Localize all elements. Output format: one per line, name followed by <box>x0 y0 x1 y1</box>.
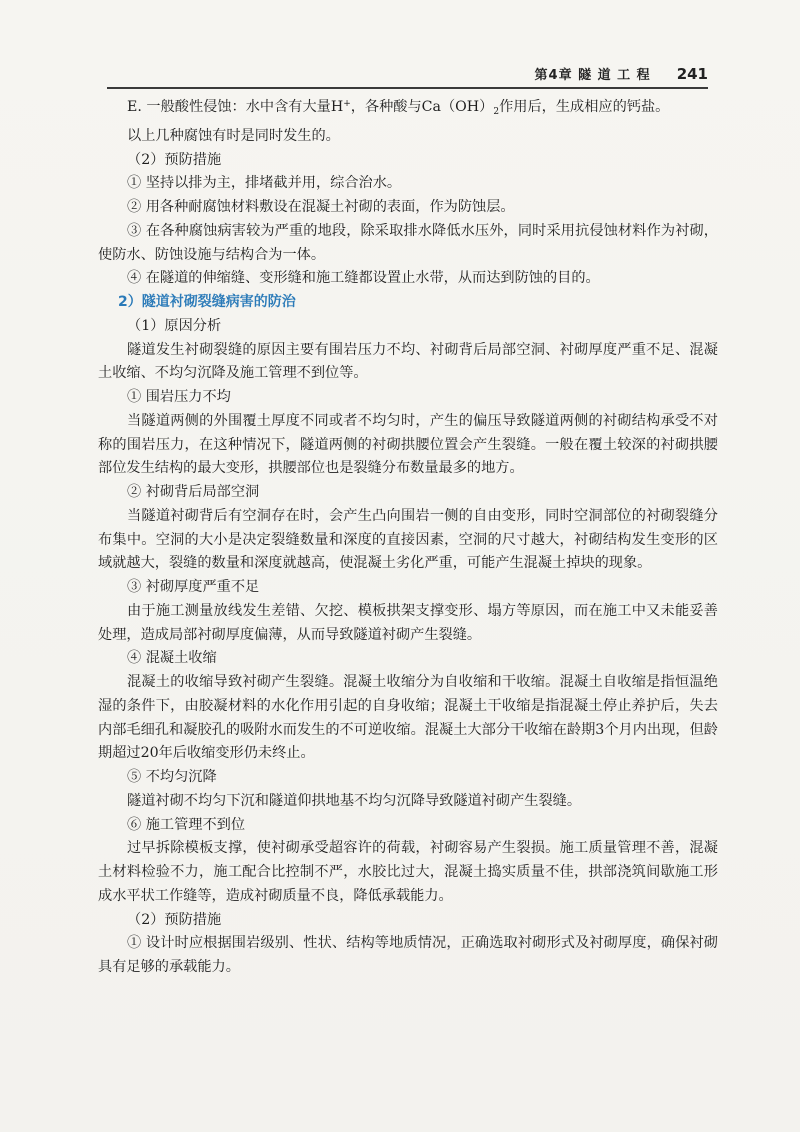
item-heading: ② 衬砌背后局部空洞 <box>127 484 260 500</box>
page-number: 241 <box>676 65 708 83</box>
subsection-heading: （2）预防措施 <box>127 151 222 168</box>
paragraph: 隧道衬砌不均匀下沉和隧道仰拱地基不均匀沉降导致隧道衬砌产生裂缝。 <box>127 792 582 809</box>
text-run: E. 一般酸性侵蚀：水中含有大量H <box>127 99 344 115</box>
paragraph: 当隧道两侧的外围覆土厚度不同或者不均匀时，产生的偏压导致隧道两侧的衬砌结构承受不对称的围岩压力，在这种情况下，隧道两侧的衬砌拱腰位置会产生裂缝。一般在覆土较深的衬砌拱腰部位发生结构的最大变形，拱腰部位也是裂缝分布数量最多的地方。 <box>98 412 718 477</box>
list-item: ② 用各种耐腐蚀材料敷设在混凝土衬砌的表面，作为防蚀层。 <box>127 199 515 215</box>
header-rule <box>107 87 708 89</box>
paragraph: 由于施工测量放线发生差错、欠挖、模板拱架支撑变形、塌方等原因，而在施工中又未能妥善处理，造成局部衬砌厚度偏薄，从而导致隧道衬砌产生裂缝。 <box>98 602 718 643</box>
paragraph: 混凝土的收缩导致衬砌产生裂缝。混凝土收缩分为自收缩和干收缩。混凝土自收缩是指恒温绝湿的条件下，由胶凝材料的水化作用引起的自身收缩；混凝土干收缩是指混凝土停止养护后，失去内部毛细孔和凝胶孔的吸附水而发生的不可逆收缩。混凝土大部分干收缩在龄期3个月内出现，但龄期超过20年后收缩变形仍未终止。 <box>98 674 718 762</box>
paragraph: 过早拆除模板支撑，使衬砌承受超容许的荷载，衬砌容易产生裂损。施工质量管理不善，混凝土材料检验不力，施工配合比控制不严，水胶比过大，混凝土捣实质量不佳，拱部浇筑间歇施工形成水平状工作缝等，造成衬砌质量不良，降低承载能力。 <box>98 840 718 904</box>
text-run: ，各种酸与Ca（OH） <box>350 99 494 115</box>
text-run: 作用后，生成相应的钙盐。 <box>499 99 670 115</box>
list-item: ④ 在隧道的伸缩缝、变形缝和施工缝都设置止水带，从而达到防蚀的目的。 <box>127 270 600 287</box>
list-item: ③ 在各种腐蚀病害较为严重的地段，除采取排水降低水压外，同时采用抗侵蚀材料作为衬砌，使防水、防蚀设施与结构合为一体。 <box>98 222 718 263</box>
paragraph: 以上几种腐蚀有时是同时发生的。 <box>127 127 340 144</box>
page-body <box>98 93 718 980</box>
item-heading: ④ 混凝土收缩 <box>127 650 217 667</box>
paragraph: 当隧道衬砌背后有空洞存在时，会产生凸向围岩一侧的自由变形，同时空洞部位的衬砌裂缝分布集中。空洞的大小是决定裂缝数量和深度的直接因素，空洞的尺寸越大，衬砌结构发生变形的区域就越大，裂缝的数量和深度就越高，使混凝土劣化严重，可能产生混凝土掉块的现象。 <box>98 507 718 572</box>
running-header <box>107 61 708 83</box>
item-heading: ③ 衬砌厚度严重不足 <box>127 579 260 595</box>
paragraph-acid-corrosion <box>98 93 718 125</box>
chapter-title: 第4章 隧 道 工 程 <box>534 68 651 83</box>
list-item: ① 设计时应根据围岩级别、性状、结构等地质情况，正确选取衬砌形式及衬砌厚度，确保衬砌具有足够的承载能力。 <box>98 935 718 975</box>
subsection-heading: （2）预防措施 <box>127 911 222 928</box>
item-heading: ⑥ 施工管理不到位 <box>127 816 246 833</box>
paragraph: 隧道发生衬砌裂缝的原因主要有围岩压力不均、衬砌背后局部空洞、衬砌厚度严重不足、混凝土收缩、不均匀沉降及施工管理不到位等。 <box>98 341 718 382</box>
item-heading: ① 围岩压力不均 <box>127 389 231 405</box>
item-heading: ⑤ 不均匀沉降 <box>127 769 217 785</box>
section-heading: 2）隧道衬砌裂缝病害的防治 <box>118 294 296 310</box>
subscript: 2 <box>493 107 500 117</box>
subsection-heading: （1）原因分析 <box>127 317 222 334</box>
superscript: + <box>343 99 351 109</box>
list-item: ① 坚持以排为主，排堵截并用，综合治水。 <box>127 175 402 192</box>
